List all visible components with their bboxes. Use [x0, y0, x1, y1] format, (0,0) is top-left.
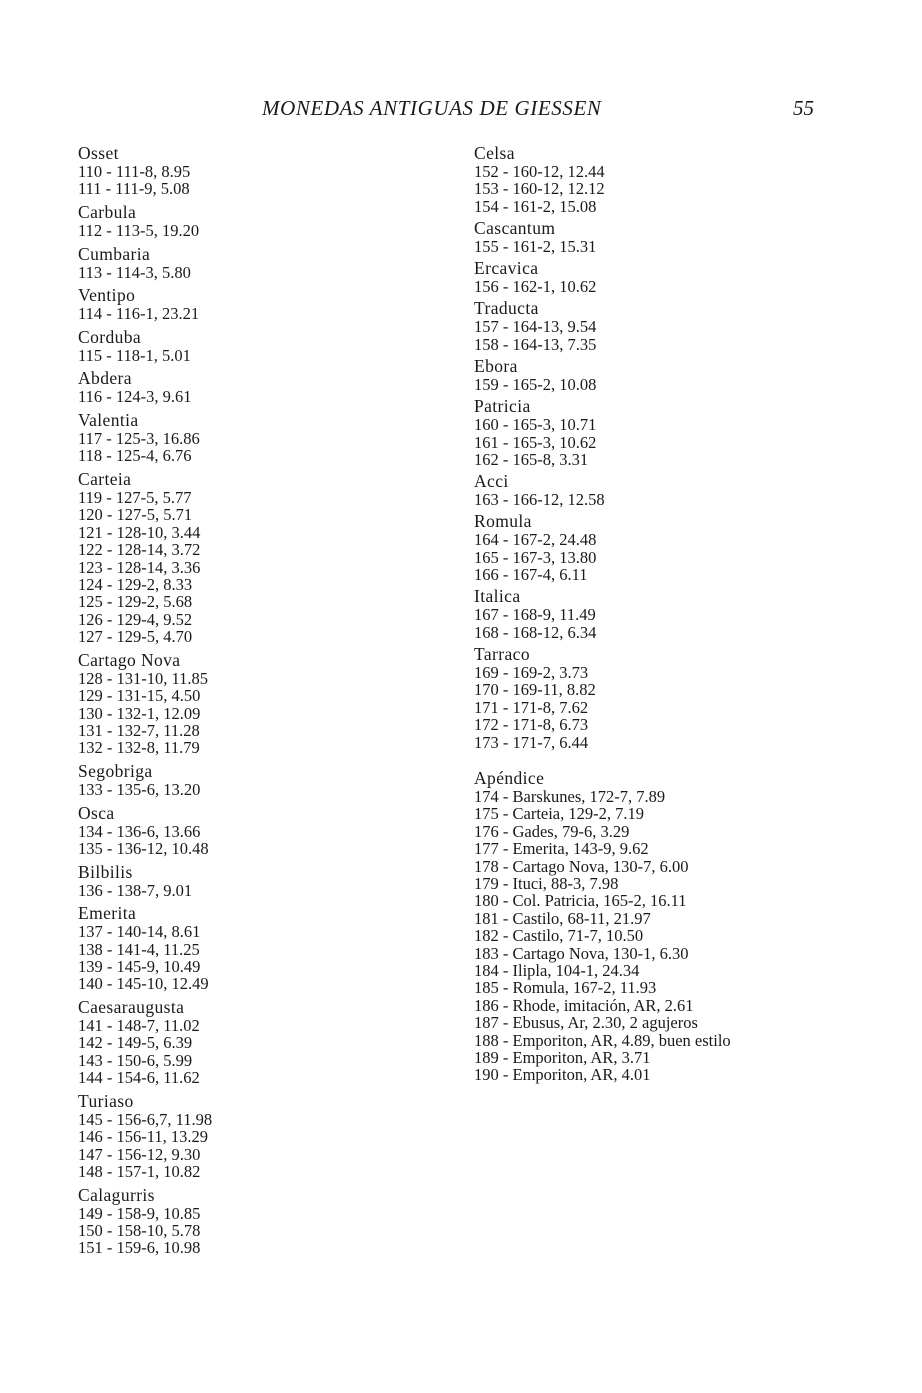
mint-heading: Calagurris	[78, 1184, 155, 1205]
coin-entry: 163 - 166-12, 12.58	[474, 490, 605, 510]
mint-group	[474, 299, 894, 353]
coin-entry: 156 - 162-1, 10.62	[474, 277, 597, 297]
coin-entry: 155 - 161-2, 15.31	[474, 237, 597, 257]
mint-group	[474, 144, 894, 215]
mint-heading: Cartago Nova	[78, 649, 181, 670]
coin-entry: 175 - Carteia, 129-2, 7.19	[474, 804, 645, 824]
page-header	[0, 96, 922, 126]
coin-entry: 118 - 125-4, 6.76	[78, 446, 192, 466]
coin-entry: 169 - 169-2, 3.73	[474, 663, 589, 683]
mint-heading: Carteia	[78, 468, 132, 489]
coin-entry: 146 - 156-11, 13.29	[78, 1127, 209, 1147]
coin-entry: 187 - Ebusus, Ar, 2.30, 2 agujeros	[474, 1013, 698, 1033]
coin-entry: 116 - 124-3, 9.61	[78, 387, 192, 407]
coin-entry: 142 - 149-5, 6.39	[78, 1033, 193, 1053]
mint-heading: Ercavica	[474, 258, 539, 279]
coin-entry: 178 - Cartago Nova, 130-7, 6.00	[474, 856, 689, 876]
coin-entry: 138 - 141-4, 11.25	[78, 939, 200, 959]
coin-entry: 173 - 171-7, 6.44	[474, 732, 589, 752]
coin-entry: 117 - 125-3, 16.86	[78, 428, 200, 448]
mint-heading: Carbula	[78, 202, 137, 222]
mint-group	[78, 411, 378, 465]
coin-entry: 171 - 171-8, 7.62	[474, 697, 589, 717]
coin-entry: 188 - Emporiton, AR, 4.89, buen estilo	[474, 1030, 731, 1050]
coin-entry: 158 - 164-13, 7.35	[474, 334, 597, 354]
mint-group	[78, 863, 378, 899]
coin-entry: 151 - 159-6, 10.98	[78, 1238, 201, 1258]
mint-heading: Tarraco	[474, 644, 530, 665]
left-column	[78, 144, 378, 1262]
coin-entry: 115 - 118-1, 5.01	[78, 345, 191, 365]
coin-entry: 184 - Ilipla, 104-1, 24.34	[474, 960, 640, 980]
coin-entry: 150 - 158-10, 5.78	[78, 1221, 201, 1241]
coin-entry: 186 - Rhode, imitación, AR, 2.61	[474, 995, 694, 1015]
coin-entry: 147 - 156-12, 9.30	[78, 1144, 201, 1164]
mint-group	[78, 470, 378, 646]
coin-entry: 120 - 127-5, 5.71	[78, 505, 193, 525]
mint-heading: Romula	[474, 511, 532, 532]
mint-heading: Traducta	[474, 298, 539, 319]
coin-entry: 174 - Barskunes, 172-7, 7.89	[474, 786, 666, 806]
mint-heading: Osca	[78, 802, 115, 823]
coin-entry: 185 - Romula, 167-2, 11.93	[474, 978, 657, 998]
page-number: 55	[793, 96, 814, 120]
coin-entry: 113 - 114-3, 5.80	[78, 262, 191, 282]
coin-entry: 167 - 168-9, 11.49	[474, 605, 596, 625]
coin-entry: 183 - Cartago Nova, 130-1, 6.30	[474, 943, 689, 963]
coin-entry: 128 - 131-10, 11.85	[78, 668, 209, 688]
coin-entry: 172 - 171-8, 6.73	[474, 715, 589, 735]
coin-entry: 130 - 132-1, 12.09	[78, 703, 201, 723]
mint-group	[78, 651, 378, 757]
coin-entry: 133 - 135-6, 13.20	[78, 780, 201, 800]
coin-entry: 177 - Emerita, 143-9, 9.62	[474, 839, 649, 859]
mint-group	[474, 769, 894, 1084]
coin-entry: 111 - 111-9, 5.08	[78, 179, 190, 199]
coin-entry: 153 - 160-12, 12.12	[474, 179, 605, 199]
coin-entry: 190 - Emporiton, AR, 4.01	[474, 1065, 651, 1085]
coin-entry: 157 - 164-13, 9.54	[474, 317, 597, 337]
coin-entry: 131 - 132-7, 11.28	[78, 721, 200, 741]
coin-entry: 112 - 113-5, 19.20	[78, 221, 200, 240]
mint-heading: Turiaso	[78, 1090, 134, 1111]
coin-entry: 124 - 129-2, 8.33	[78, 575, 193, 594]
mint-group	[474, 645, 894, 751]
coin-entry: 152 - 160-12, 12.44	[474, 162, 605, 181]
coin-entry: 181 - Castilo, 68-11, 21.97	[474, 908, 651, 928]
mint-group	[474, 219, 894, 255]
coin-entry: 135 - 136-12, 10.48	[78, 839, 209, 859]
mint-group	[78, 203, 378, 239]
coin-entry: 141 - 148-7, 11.02	[78, 1016, 200, 1036]
mint-group	[78, 286, 378, 322]
coin-entry: 136 - 138-7, 9.01	[78, 880, 193, 900]
mint-heading: Acci	[474, 471, 509, 492]
coin-entry: 119 - 127-5, 5.77	[78, 487, 192, 507]
mint-heading: Bilbilis	[78, 861, 133, 882]
mint-heading: Celsa	[474, 143, 515, 163]
coin-entry: 168 - 168-12, 6.34	[474, 622, 597, 642]
coin-entry: 137 - 140-14, 8.61	[78, 922, 201, 942]
mint-group	[474, 357, 894, 393]
coin-entry: 127 - 129-5, 4.70	[78, 627, 193, 647]
coin-entry: 145 - 156-6,7, 11.98	[78, 1109, 213, 1129]
coin-entry: 144 - 154-6, 11.62	[78, 1068, 200, 1088]
mint-group	[78, 369, 378, 405]
mint-heading: Caesaraugusta	[78, 997, 185, 1018]
mint-heading: Ventipo	[78, 285, 136, 306]
coin-entry: 149 - 158-9, 10.85	[78, 1203, 201, 1223]
coin-entry: 159 - 165-2, 10.08	[474, 375, 597, 395]
mint-heading: Italica	[474, 586, 521, 607]
mint-group	[78, 1092, 378, 1181]
coin-entry: 165 - 167-3, 13.80	[474, 547, 597, 567]
coin-entry: 140 - 145-10, 12.49	[78, 974, 209, 994]
coin-entry: 189 - Emporiton, AR, 3.71	[474, 1048, 651, 1067]
coin-entry: 139 - 145-9, 10.49	[78, 957, 201, 977]
mint-heading: Corduba	[78, 326, 142, 347]
coin-entry: 121 - 128-10, 3.44	[78, 522, 201, 542]
coin-entry: 160 - 165-3, 10.71	[474, 415, 597, 435]
section-gap	[474, 755, 894, 769]
mint-group	[474, 397, 894, 468]
coin-entry: 132 - 132-8, 11.79	[78, 738, 200, 758]
coin-entry: 126 - 129-4, 9.52	[78, 609, 193, 629]
mint-heading: Apéndice	[474, 767, 545, 788]
mint-heading: Valentia	[78, 409, 139, 430]
coin-entry: 134 - 136-6, 13.66	[78, 821, 201, 841]
mint-group	[78, 328, 378, 364]
coin-entry: 182 - Castilo, 71-7, 10.50	[474, 926, 644, 946]
coin-entry: 176 - Gades, 79-6, 3.29	[474, 821, 630, 841]
coin-entry: 122 - 128-14, 3.72	[78, 540, 201, 560]
mint-heading: Abdera	[78, 368, 132, 389]
coin-entry: 148 - 157-1, 10.82	[78, 1162, 201, 1182]
coin-entry: 164 - 167-2, 24.48	[474, 530, 597, 550]
mint-group	[474, 472, 894, 508]
mint-group	[78, 762, 378, 798]
mint-heading: Ebora	[474, 356, 518, 377]
mint-heading: Cumbaria	[78, 243, 151, 264]
coin-entry: 123 - 128-14, 3.36	[78, 557, 201, 577]
mint-group	[474, 587, 894, 641]
mint-heading: Segobriga	[78, 761, 153, 782]
coin-entry: 162 - 165-8, 3.31	[474, 450, 589, 470]
coin-entry: 143 - 150-6, 5.99	[78, 1050, 193, 1070]
coin-entry: 161 - 165-3, 10.62	[474, 432, 597, 452]
coin-entry: 170 - 169-11, 8.82	[474, 680, 596, 700]
mint-heading: Osset	[78, 143, 119, 163]
coin-entry: 129 - 131-15, 4.50	[78, 686, 201, 706]
mint-heading: Cascantum	[474, 218, 556, 239]
coin-entry: 166 - 167-4, 6.11	[474, 565, 588, 585]
mint-group	[78, 804, 378, 858]
mint-group	[78, 1186, 378, 1257]
coin-entry: 180 - Col. Patricia, 165-2, 16.11	[474, 891, 687, 911]
coin-entry: 154 - 161-2, 15.08	[474, 196, 597, 216]
mint-group	[474, 259, 894, 295]
mint-heading: Patricia	[474, 396, 531, 417]
mint-group	[474, 512, 894, 583]
right-column	[474, 144, 894, 1088]
coin-entry: 110 - 111-8, 8.95	[78, 162, 191, 181]
coin-entry: 179 - Ituci, 88-3, 7.98	[474, 873, 619, 893]
mint-group	[78, 245, 378, 281]
mint-group	[78, 998, 378, 1087]
mint-heading: Emerita	[78, 903, 137, 924]
coin-entry: 114 - 116-1, 23.21	[78, 304, 200, 324]
coin-entry: 125 - 129-2, 5.68	[78, 592, 193, 612]
running-title: MONEDAS ANTIGUAS DE GIESSEN	[262, 96, 602, 120]
mint-group	[78, 144, 378, 198]
mint-group	[78, 904, 378, 993]
